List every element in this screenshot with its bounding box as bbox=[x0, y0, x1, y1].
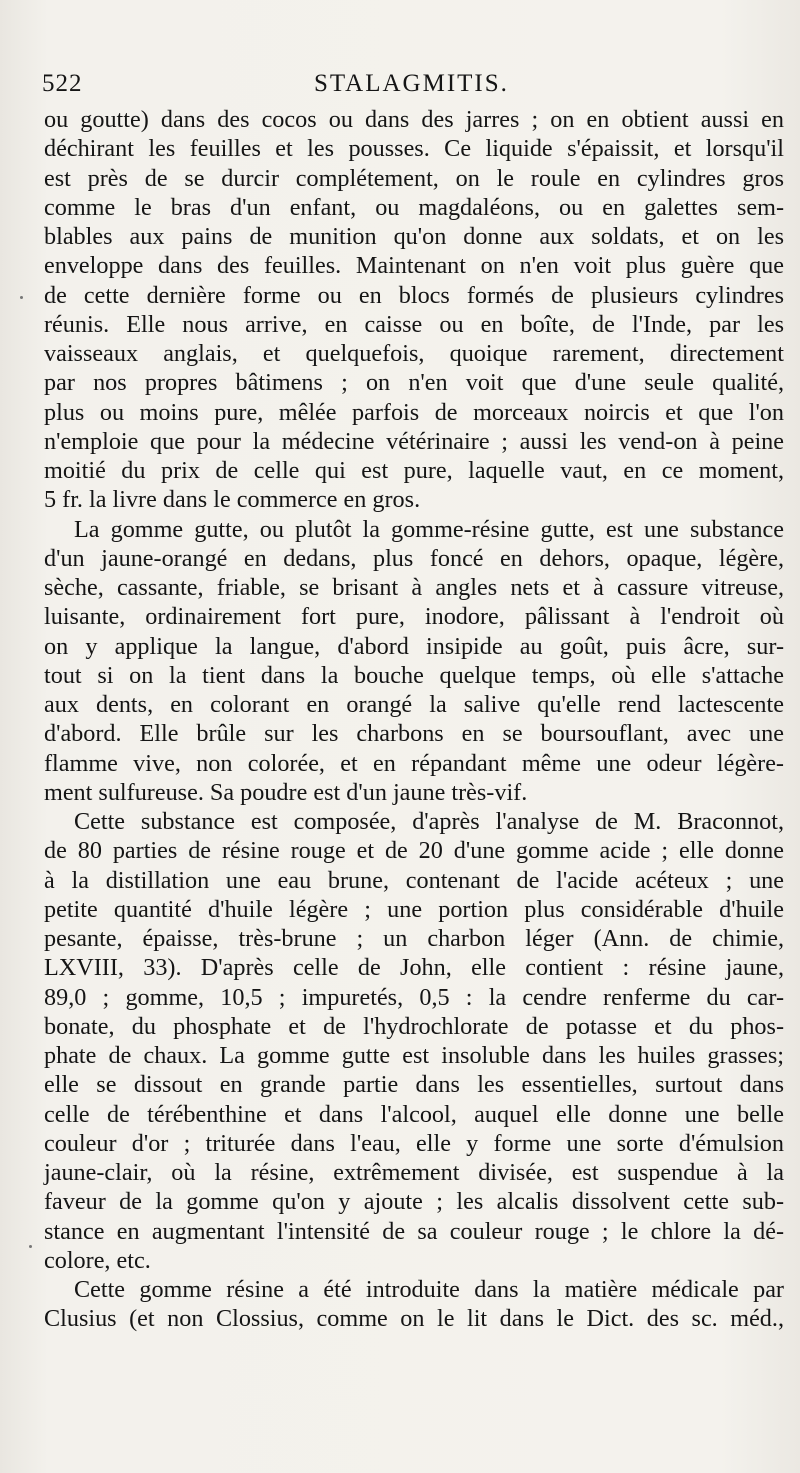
text-line: moitié du prix de celle qui est pure, laquelle vaut, en ce moment, bbox=[44, 457, 784, 484]
text-line: bonate, du phosphate et de l'hydrochlorate de potasse et du phos- bbox=[44, 1012, 784, 1040]
text-line: Cette substance est composée, d'après l'analyse de M. Braconnot, bbox=[74, 808, 784, 835]
paper-speck bbox=[29, 1245, 32, 1248]
text-line: comme le bras d'un enfant, ou magdaléons, ou en galettes sem- bbox=[44, 193, 784, 221]
text-line: plus ou moins pure, mêlée parfois de morceaux noircis et que l'on bbox=[44, 398, 784, 426]
page-header bbox=[42, 70, 782, 104]
text-line: luisante, ordinairement fort pure, inodore, pâlissant à l'endroit où bbox=[44, 603, 784, 631]
text-line: elle se dissout en grande partie dans les essentielles, surtout dans bbox=[44, 1071, 784, 1099]
text-line: n'emploie que pour la médecine vétérinaire ; aussi les vend-on à peine bbox=[44, 427, 784, 455]
text-line: par nos propres bâtimens ; on n'en voit que d'une seule qualité, bbox=[44, 369, 784, 397]
text-line: Clusius (et non Clossius, comme on le lit dans le Dict. des sc. méd., bbox=[44, 1305, 784, 1333]
paper-speck bbox=[20, 296, 23, 299]
text-line: de cette dernière forme ou en blocs formés de plusieurs cylindres bbox=[44, 281, 784, 309]
text-line: d'abord. Elle brûle sur les charbons en se boursouflant, avec une bbox=[44, 720, 784, 748]
text-line: 5 fr. la livre dans le commerce en gros. bbox=[44, 486, 421, 514]
text-line: couleur d'or ; triturée dans l'eau, elle y forme une sorte d'émulsion bbox=[44, 1129, 784, 1157]
text-line: faveur de la gomme qu'on y ajoute ; les alcalis dissolvent cette sub- bbox=[44, 1188, 784, 1216]
text-line: réunis. Elle nous arrive, en caisse ou en boîte, de l'Inde, par les bbox=[44, 310, 784, 338]
body-text bbox=[44, 105, 784, 1334]
running-head: STALAGMITIS. bbox=[314, 70, 509, 97]
text-line: on y applique la langue, d'abord insipide au goût, puis âcre, sur- bbox=[44, 632, 784, 660]
text-line: colore, etc. bbox=[44, 1246, 151, 1274]
text-line: 89,0 ; gomme, 10,5 ; impuretés, 0,5 : la cendre renferme du car- bbox=[44, 983, 784, 1011]
text-line: pesante, épaisse, très-brune ; un charbon léger (Ann. de chimie, bbox=[44, 925, 784, 952]
text-line: Cette gomme résine a été introduite dans la matière médicale par bbox=[74, 1276, 784, 1303]
text-line: déchirant les feuilles et les pousses. Ce liquide s'épaissit, et lorsqu'il bbox=[44, 135, 784, 163]
text-line: petite quantité d'huile légère ; une portion plus considérable d'huile bbox=[44, 895, 784, 923]
text-line: est près de se durcir complétement, on le roule en cylindres gros bbox=[44, 164, 784, 192]
text-line: phate de chaux. La gomme gutte est insoluble dans les huiles grasses; bbox=[44, 1042, 784, 1069]
text-line: vaisseaux anglais, et quelquefois, quoique rarement, directement bbox=[44, 340, 784, 367]
text-line: enveloppe dans des feuilles. Maintenant on n'en voit plus guère que bbox=[44, 252, 784, 280]
page-number: 522 bbox=[42, 70, 83, 97]
text-line: d'un jaune-orangé en dedans, plus foncé en dehors, opaque, légère, bbox=[44, 544, 784, 572]
text-line: tout si on la tient dans la bouche quelque temps, où elle s'attache bbox=[44, 661, 784, 689]
text-line: flamme vive, non colorée, et en répandant même une odeur légère- bbox=[44, 749, 784, 777]
text-line: stance en augmentant l'intensité de sa couleur rouge ; le chlore la dé- bbox=[44, 1217, 784, 1245]
text-line: ou goutte) dans des cocos ou dans des jarres ; on en obtient aussi en bbox=[44, 106, 784, 133]
text-line: blables aux pains de munition qu'on donne aux soldats, et on les bbox=[44, 223, 784, 250]
text-line: celle de térébenthine et dans l'alcool, auquel elle donne une belle bbox=[44, 1100, 784, 1128]
text-line: La gomme gutte, ou plutôt la gomme-résine gutte, est une substance bbox=[74, 515, 784, 543]
text-line: aux dents, en colorant en orangé la salive qu'elle rend lactescente bbox=[44, 691, 784, 718]
text-line: à la distillation une eau brune, contenant de l'acide acéteux ; une bbox=[44, 866, 784, 894]
text-line: ment sulfureuse. Sa poudre est d'un jaune très-vif. bbox=[44, 778, 528, 806]
text-line: sèche, cassante, friable, se brisant à angles nets et à cassure vitreuse, bbox=[44, 574, 784, 601]
text-line: jaune-clair, où la résine, extrêmement divisée, est suspendue à la bbox=[44, 1159, 784, 1186]
text-line: LXVIII, 33). D'après celle de John, elle contient : résine jaune, bbox=[44, 954, 784, 982]
text-line: de 80 parties de résine rouge et de 20 d'une gomme acide ; elle donne bbox=[44, 837, 784, 865]
